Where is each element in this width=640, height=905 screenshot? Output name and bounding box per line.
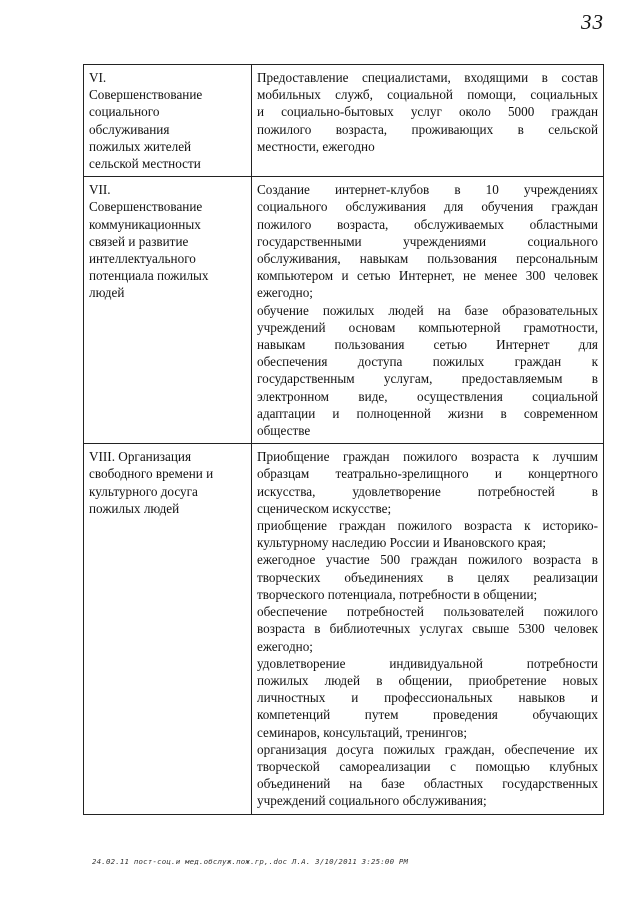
section-title-line: связей и развитие	[89, 233, 189, 249]
section-title-line: интеллектуального	[89, 251, 196, 267]
measure-text-line: обслуживания, навыкам пользования персональным	[257, 251, 598, 267]
table-row	[84, 444, 604, 814]
section-title-line: VIII. Организация	[89, 449, 192, 465]
program-table	[83, 64, 604, 815]
measure-text-line: удовлетворение индивидуальной потребности	[257, 655, 598, 671]
measure-text-line: обучение пожилых людей на базе образовательных	[257, 302, 598, 318]
measures-cell	[252, 65, 604, 177]
section-title-line: Совершенствование	[89, 87, 203, 103]
measure-text-line: ежегодное участие 500 граждан пожилого возраста в	[257, 552, 598, 568]
measure-text-line: мобильных служб, социальной помощи, социальных	[257, 87, 598, 103]
measure-text-line: обеспечения доступа пожилых граждан к	[257, 354, 598, 370]
measure-text-line: Предоставление специалистами, входящими в состав	[257, 70, 598, 85]
table-body	[84, 65, 604, 815]
measure-text-line: местности, ежегодно	[257, 138, 375, 154]
measure-text-line: навыкам пользования сетью Интернет для	[257, 337, 598, 353]
measure-text-line: Приобщение граждан пожилого возраста к лучшим	[257, 449, 598, 465]
section-title-line: Совершенствование	[89, 199, 203, 215]
section-title-line: сельской местности	[89, 156, 201, 172]
measure-text-line: ежегодно;	[257, 285, 313, 301]
page-number: 33	[581, 10, 604, 34]
section-title-cell	[84, 177, 252, 444]
measure-text-line: пожилого возраста, проживающих в сельской	[257, 121, 598, 137]
measure-text-line: учреждений основам компьютерной грамотности,	[257, 319, 598, 335]
measure-text-line: творческих объединениях в целях реализации	[257, 569, 598, 585]
section-title-line: пожилых людей	[89, 500, 180, 516]
table-row	[84, 65, 604, 177]
measure-text-line: возраста в библиотечных услугах свыше 5300 человек	[257, 621, 598, 637]
section-title-line: VI.	[89, 70, 107, 85]
measure-text-line: Создание интернет-клубов в 10 учреждениях	[257, 182, 598, 198]
section-title-line: коммуникационных	[89, 216, 201, 232]
measure-text-line: адаптации и полноценной жизни в современном	[257, 405, 598, 421]
measure-text-line: обеспечение потребностей пользователей пожилого	[257, 604, 598, 620]
section-title-line: пожилых жителей	[89, 138, 192, 154]
measures-cell	[252, 444, 604, 814]
measure-text-line: государственным услугам, предоставляемым в	[257, 371, 598, 387]
section-title-cell	[84, 444, 252, 814]
table-row	[84, 177, 604, 444]
section-title-line: потенциала пожилых	[89, 268, 209, 284]
measures-cell	[252, 177, 604, 444]
measure-text-line: компьютером и сетью Интернет, не менее 300 человек	[257, 268, 598, 284]
measure-text-line: и социально-бытовых услуг около 5000 граждан	[257, 104, 598, 120]
section-title-line: свободного времени и	[89, 466, 214, 482]
measure-text-line: компетенций путем проведения обучающих	[257, 707, 598, 723]
measure-text-line: организация досуга пожилых граждан, обеспечение их	[257, 741, 598, 757]
section-title-line: VII.	[89, 182, 111, 198]
measure-text-line: искусства, удовлетворение потребностей в	[257, 483, 598, 499]
section-title-line: людей	[89, 285, 125, 301]
measure-text-line: приобщение граждан пожилого возраста к историко-	[257, 518, 598, 534]
measure-text-line: социального обслуживания для обучения граждан	[257, 199, 598, 215]
measure-text-line: объединений на базе областных государственных	[257, 776, 598, 792]
measure-text-line: государственными учреждениями социального	[257, 233, 598, 249]
measure-text-line: пожилого возраста, обслуживаемых областными	[257, 216, 598, 232]
measure-text-line: обществе	[257, 423, 311, 439]
measure-text-line: творческого потенциала, потребности в общении;	[257, 586, 538, 602]
measure-text-line: творческой самореализации с помощью клубных	[257, 758, 598, 774]
measure-text-line: сценическом искусстве;	[257, 500, 392, 516]
section-title-line: культурного досуга	[89, 483, 198, 499]
measure-text-line: пожилых людей в общении, приобретение новых	[257, 672, 598, 688]
section-title-line: обслуживания	[89, 121, 170, 137]
measure-text-line: образцам театрально-зрелищного и концертного	[257, 466, 598, 482]
measure-text-line: культурному наследию России и Ивановского края;	[257, 535, 547, 551]
measure-text-line: учреждений социального обслуживания;	[257, 793, 487, 809]
measure-text-line: семинаров, консультаций, тренингов;	[257, 724, 468, 740]
measure-text-line: личностных и профессиональных навыков и	[257, 690, 598, 706]
section-title-line: социального	[89, 104, 160, 120]
measure-text-line: ежегодно;	[257, 638, 313, 654]
section-title-cell	[84, 65, 252, 177]
footer-file-info: 24.02.11 пост-соц.и мед.обслуж.пож.гр,.doc Л.А. 3/10/2011 3:25:00 PM	[92, 857, 409, 866]
measure-text-line: электронном виде, осуществления социальной	[257, 388, 598, 404]
